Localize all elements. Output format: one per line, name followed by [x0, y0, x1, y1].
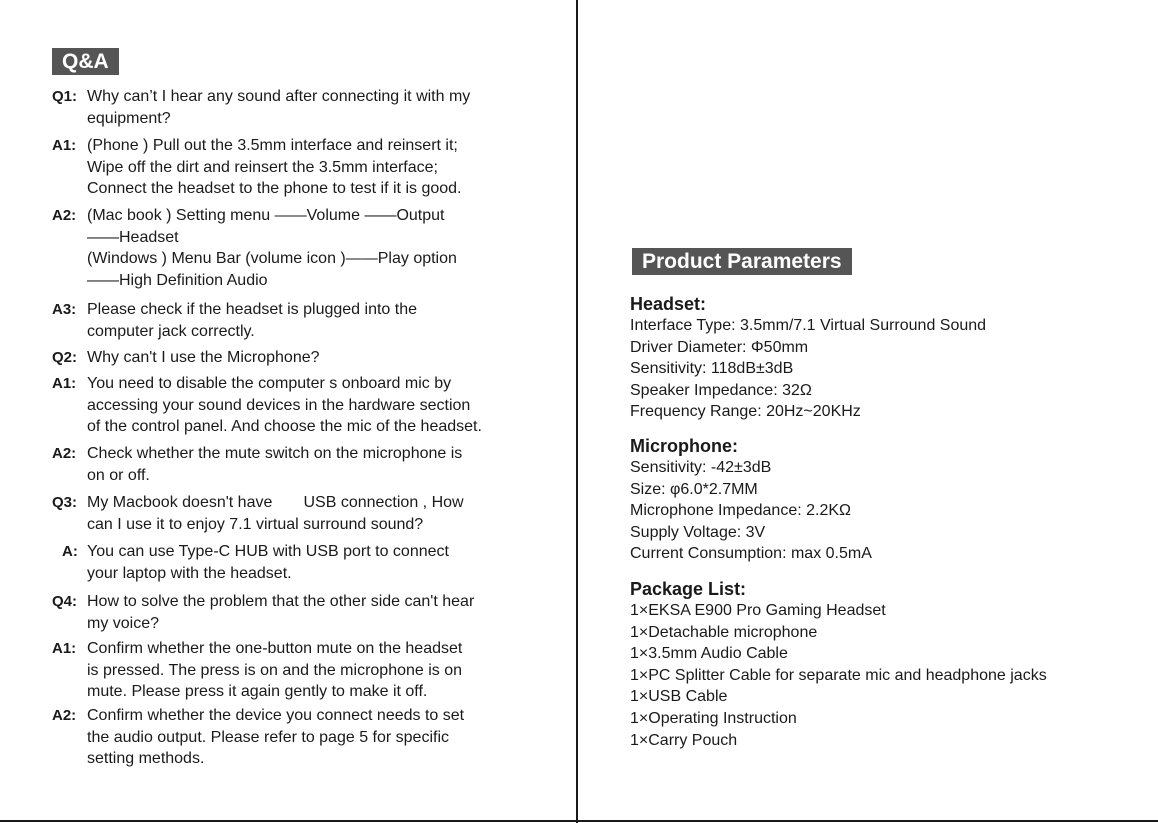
- qa-entry-a2: [52, 205, 552, 291]
- qa-text-line: (Phone ) Pull out the 3.5mm interface and reinsert it;: [87, 137, 458, 154]
- qa-entry-q3: [52, 492, 552, 535]
- qa-text-line: My Macbook doesn't have USB connection , How: [87, 494, 464, 511]
- qa-entry-q2: [52, 347, 552, 369]
- qa-label: Q1:: [52, 88, 78, 105]
- qa-label: A3:: [52, 301, 77, 318]
- param-line: Speaker Impedance: 32Ω: [630, 381, 812, 399]
- param-line: Interface Type: 3.5mm/7.1 Virtual Surround Sound: [630, 317, 987, 334]
- qa-entry-a3: [52, 299, 552, 342]
- qa-text-line: Why can’t I hear any sound after connecting it with my: [87, 88, 471, 105]
- qa-text-line: my voice?: [87, 614, 160, 632]
- section-title: Microphone:: [630, 436, 738, 456]
- qa-text-line: Please check if the headset is plugged into the: [87, 301, 417, 318]
- qa-text-line: the audio output. Please refer to page 5 for specific: [87, 728, 450, 746]
- qa-text-line: can I use it to enjoy 7.1 virtual surround sound?: [87, 515, 424, 533]
- package-item: 1×Detachable microphone: [630, 623, 818, 641]
- qa-text-line: on or off.: [87, 466, 150, 484]
- package-item: 1×USB Cable: [630, 688, 728, 706]
- qa-label: A1:: [52, 640, 77, 657]
- qa-text-line: Why can't I use the Microphone?: [87, 349, 320, 366]
- qa-entry-q4: [52, 591, 552, 634]
- qa-text-line: Check whether the mute switch on the microphone is: [87, 445, 463, 462]
- qa-text-line: of the control panel. And choose the mic of the headset.: [87, 418, 482, 435]
- qa-label: A2:: [52, 707, 77, 724]
- qa-label: A2:: [52, 207, 77, 224]
- qa-text-line: accessing your sound devices in the hardware section: [87, 396, 471, 414]
- package-list-section: [630, 578, 1150, 751]
- qa-entry-a2: [52, 443, 552, 486]
- qa-text-line: ——Headset: [87, 228, 179, 246]
- qa-text-line: ——High Definition Audio: [87, 271, 268, 289]
- qa-text-line: Confirm whether the one-button mute on the headset: [87, 640, 463, 657]
- package-item: 1×3.5mm Audio Cable: [630, 645, 788, 663]
- qa-entry-a1: [52, 373, 552, 438]
- param-line: Size: φ6.0*2.7MM: [630, 480, 758, 498]
- param-line: Sensitivity: -42±3dB: [630, 459, 772, 476]
- qa-label: Q2:: [52, 349, 78, 366]
- qa-text-line: You can use Type-C HUB with USB port to connect: [87, 543, 449, 560]
- qa-text-line: (Windows ) Menu Bar (volume icon )——Play option: [87, 250, 457, 267]
- qa-label: Q3:: [52, 494, 78, 511]
- package-item: 1×PC Splitter Cable for separate mic and headphone jacks: [630, 666, 1047, 684]
- qa-text-line: Wipe off the dirt and reinsert the 3.5mm interface;: [87, 158, 438, 176]
- qa-entry-q1: [52, 86, 552, 129]
- param-line: Frequency Range: 20Hz~20KHz: [630, 403, 861, 421]
- param-line: Driver Diameter: Φ50mm: [630, 338, 809, 356]
- product-parameters-title: Product Parameters: [632, 248, 852, 275]
- qa-label: A2:: [52, 445, 77, 462]
- package-item: 1×Operating Instruction: [630, 709, 797, 727]
- param-line: Supply Voltage: 3V: [630, 523, 766, 541]
- qa-entry-a2: [52, 705, 552, 770]
- qa-text-line: computer jack correctly.: [87, 322, 255, 340]
- qa-entry-a1: [52, 638, 552, 703]
- qa-label: Q4:: [52, 593, 78, 610]
- qa-entry-a: [52, 541, 552, 584]
- package-item: 1×Carry Pouch: [630, 731, 738, 749]
- qa-title: Q&A: [52, 48, 119, 75]
- qa-text-line: Confirm whether the device you connect needs to set: [87, 707, 465, 724]
- qa-text-line: How to solve the problem that the other side can't hear: [87, 593, 475, 610]
- qa-text-line: mute. Please press it again gently to make it off.: [87, 683, 428, 700]
- qa-section: [0, 0, 576, 823]
- page-divider: [576, 0, 578, 823]
- param-line: Sensitivity: 118dB±3dB: [630, 360, 794, 378]
- qa-label: A1:: [52, 375, 77, 392]
- qa-text-line: Connect the headset to the phone to test if it is good.: [87, 180, 462, 197]
- qa-text-line: equipment?: [87, 109, 171, 127]
- qa-label: A1:: [52, 137, 77, 154]
- qa-entry-a1: [52, 135, 552, 200]
- param-line: Current Consumption: max 0.5mA: [630, 545, 872, 563]
- qa-label: A:: [62, 543, 78, 560]
- param-line: Microphone Impedance: 2.2KΩ: [630, 502, 851, 520]
- headset-section: [630, 293, 1150, 423]
- qa-text-line: (Mac book ) Setting menu ——Volume ——Output: [87, 207, 445, 224]
- package-item: 1×EKSA E900 Pro Gaming Headset: [630, 602, 886, 619]
- qa-text-line: your laptop with the headset.: [87, 564, 292, 582]
- section-title: Package List:: [630, 579, 747, 599]
- qa-text-line: You need to disable the computer s onboard mic by: [87, 375, 452, 392]
- microphone-section: [630, 435, 1150, 565]
- qa-text-line: is pressed. The press is on and the microphone is on: [87, 661, 463, 679]
- section-title: Headset:: [630, 294, 707, 314]
- qa-text-line: setting methods.: [87, 750, 205, 767]
